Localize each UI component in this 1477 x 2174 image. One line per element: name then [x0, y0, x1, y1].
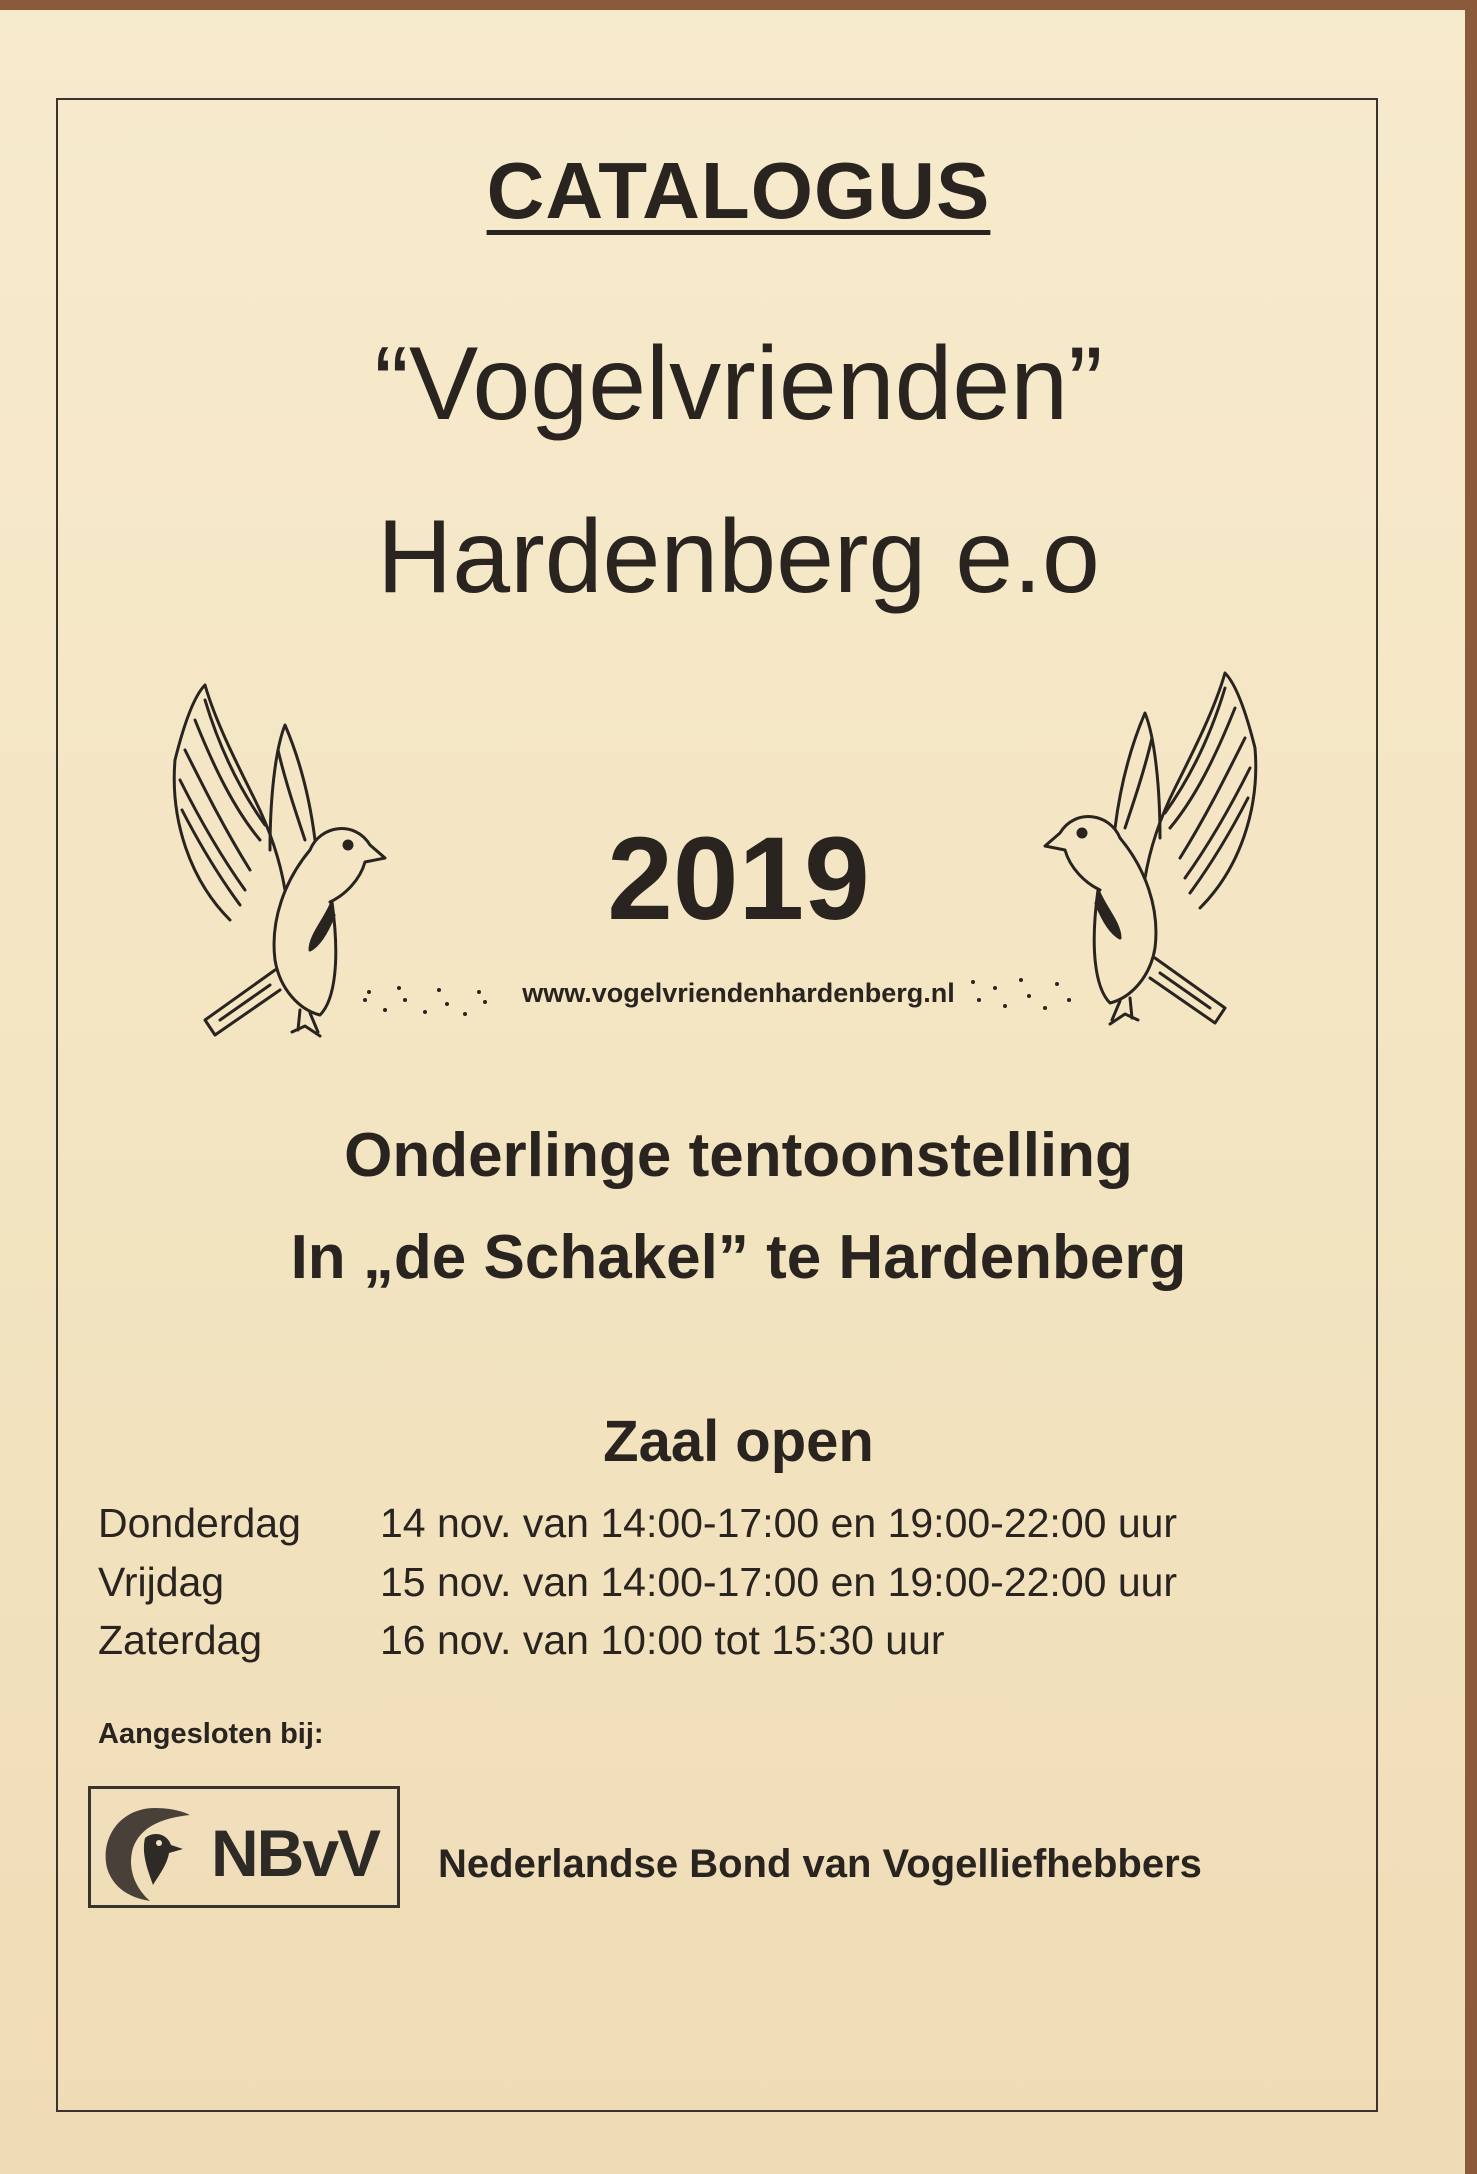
schedule-day: Zaterdag [98, 1617, 263, 1663]
exhibition-year: 2019 [607, 813, 870, 945]
schedule-day: Vrijdag [98, 1559, 225, 1605]
schedule-time: 16 nov. van 10:00 tot 15:30 uur [380, 1617, 945, 1663]
nbvv-bird-emblem-icon [95, 1793, 225, 1903]
association-name: Nederlandse Bond van Vogelliefhebbers [438, 1842, 1202, 1886]
schedule-time: 14 nov. van 14:00-17:00 en 19:00-22:00 uur [380, 1500, 1178, 1546]
website-url: www.vogelvriendenhardenberg.nl [522, 978, 955, 1008]
schedule-time: 15 nov. van 14:00-17:00 en 19:00-22:00 uur [380, 1559, 1178, 1605]
opening-hours-heading: Zaal open [603, 1409, 874, 1474]
nbvv-logo-text: NBvV [211, 1816, 380, 1890]
schedule-day: Donderdag [98, 1500, 301, 1546]
nbvv-logo [88, 1786, 400, 1908]
exhibition-title-line-1: Onderlinge tentoonstelling [344, 1121, 1133, 1190]
club-name-line-2: Hardenberg e.o [377, 499, 1100, 615]
catalogue-title: CATALOGUS [486, 146, 991, 235]
affiliated-label: Aangesloten bij: [98, 1718, 324, 1750]
club-name-line-1: “Vogelvrienden” [374, 326, 1103, 442]
exhibition-title-line-2: In „de Schakel” te Hardenberg [290, 1223, 1187, 1292]
